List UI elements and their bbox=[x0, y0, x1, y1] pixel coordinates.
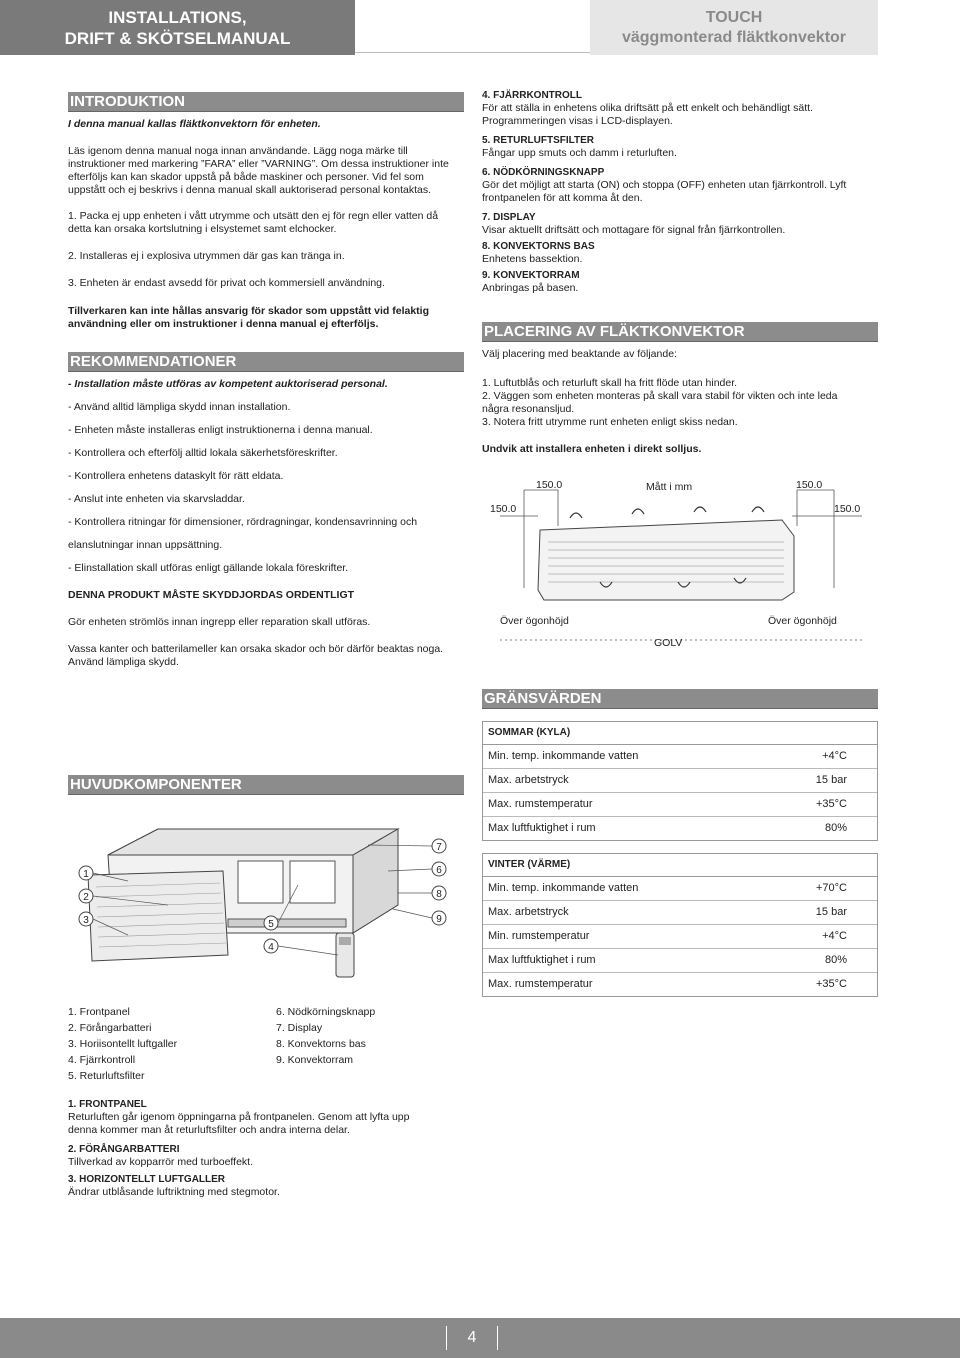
section-title-gransvarden: GRÄNSVÄRDEN bbox=[482, 689, 878, 709]
dim-top-right: 150.0 bbox=[796, 479, 823, 491]
ground-title: DENNA PRODUKT MÅSTE SKYDDJORDAS ORDENTLIGT bbox=[68, 589, 355, 601]
page-number: 4 bbox=[446, 1318, 498, 1358]
part-6-title: 6. NÖDKÖRNINGSKNAPP bbox=[482, 167, 605, 178]
label-floor: GOLV bbox=[654, 637, 683, 649]
legend-right bbox=[276, 1004, 375, 1068]
front-panel-shape bbox=[88, 871, 228, 961]
legend-item: 2. Förångarbatteri bbox=[68, 1022, 152, 1034]
table-row bbox=[483, 793, 877, 817]
rek-first: - Installation måste utföras av kompetent auktoriserad personal. bbox=[68, 378, 388, 390]
callout-1: 1 bbox=[83, 869, 89, 880]
row-value: 15 bar bbox=[815, 906, 847, 918]
desc-3-title: 3. HORIZONTELLT LUFTGALLER bbox=[68, 1174, 226, 1185]
unit-front-shape bbox=[538, 520, 794, 600]
part-9-text: Anbringas på basen. bbox=[482, 282, 579, 294]
rek-item: - Elinstallation skall utföras enligt gällande lokala föreskrifter. bbox=[68, 562, 349, 574]
callout-6: 6 bbox=[436, 865, 442, 876]
row-value: 80% bbox=[824, 822, 847, 834]
row-value: +4°C bbox=[822, 930, 847, 942]
filter-left bbox=[238, 861, 283, 903]
filter-right bbox=[290, 861, 335, 903]
clearance-diagram bbox=[482, 470, 878, 655]
intro-item-2: 2. Installeras ej i explosiva utrymmen där gas kan tränga in. bbox=[68, 250, 345, 262]
header-left bbox=[0, 0, 355, 55]
part-7-text: Visar aktuellt driftsätt och mottagare för signal från fjärrkontrollen. bbox=[482, 224, 786, 236]
unit-top bbox=[108, 829, 398, 855]
part-5-text: Fångar upp smuts och damm i returluften. bbox=[482, 147, 677, 159]
desc-2-text: Tillverkad av kopparrör med turboeffekt. bbox=[68, 1156, 254, 1168]
legend-item: 8. Konvektorns bas bbox=[276, 1038, 366, 1050]
callout-2: 2 bbox=[83, 892, 89, 903]
intro-item-1: 1. Packa ej upp enheten i vått utrymme och utsätt den ej för regn eller vatten då detta kan orsaka kortslutning i elsystemet samt elchocker. bbox=[68, 210, 439, 235]
remote-shape bbox=[336, 933, 354, 977]
desc-2-title: 2. FÖRÅNGARBATTERI bbox=[68, 1144, 180, 1155]
callout-4: 4 bbox=[268, 942, 274, 953]
row-label: Min. temp. inkommande vatten bbox=[488, 882, 639, 894]
callout-9: 9 bbox=[436, 914, 442, 925]
part-8-title: 8. KONVEKTORNS BAS bbox=[482, 241, 595, 252]
part-4-text: För att ställa in enhetens olika driftsätt på ett enkelt och behändligt sätt. Programmeringen visas i LCD-displayen. bbox=[482, 102, 813, 127]
part-7-title: 7. DISPLAY bbox=[482, 212, 536, 223]
part-4-title: 4. FJÄRRKONTROLL bbox=[482, 90, 582, 101]
legend-left bbox=[68, 1004, 177, 1084]
part-8-text: Enhetens bassektion. bbox=[482, 253, 583, 265]
placering-intro: Välj placering med beaktande av följande: bbox=[482, 348, 677, 360]
placering-item: 1. Luftutblås och returluft skall ha fritt flöde utan hinder. bbox=[482, 377, 738, 389]
desc-1-text: Returluften går igenom öppningarna på frontpanelen. Genom att lyfta upp denna kommer man åt returluftsfilter och andra interna delar. bbox=[68, 1111, 410, 1136]
part-9-title: 9. KONVEKTORRAM bbox=[482, 270, 580, 281]
callout-8: 8 bbox=[436, 889, 442, 900]
placering-warning: Undvik att installera enheten i direkt solljus. bbox=[482, 443, 702, 455]
dim-label-mm: Mått i mm bbox=[646, 481, 693, 493]
rek-item: elanslutningar innan uppsättning. bbox=[68, 539, 223, 551]
legend-item: 7. Display bbox=[276, 1022, 323, 1034]
winter-title: VINTER (VÄRME) bbox=[483, 854, 877, 877]
row-value: +70°C bbox=[815, 882, 847, 894]
legend-item: 1. Frontpanel bbox=[68, 1006, 130, 1018]
row-label: Min. temp. inkommande vatten bbox=[488, 750, 639, 762]
table-row bbox=[483, 973, 877, 996]
product-name: TOUCH bbox=[705, 9, 763, 26]
table-row bbox=[483, 745, 877, 769]
row-label: Max. rumstemperatur bbox=[488, 978, 593, 990]
components-illustration bbox=[68, 815, 464, 995]
document-title-line1: INSTALLATIONS, bbox=[108, 8, 247, 27]
rek-item: - Kontrollera ritningar för dimensioner, rördragningar, kondensavrinning och bbox=[68, 516, 418, 528]
rek-item: - Anslut inte enheten via skarvsladdar. bbox=[68, 493, 245, 505]
edges-text: Vassa kanter och batterilameller kan orsaka skador och bör därför beaktas noga. Använd lämpliga skydd. bbox=[68, 643, 444, 668]
winter-table bbox=[482, 853, 878, 997]
desc-1-title: 1. FRONTPANEL bbox=[68, 1099, 147, 1110]
legend-item: 6. Nödkörningsknapp bbox=[276, 1006, 376, 1018]
rek-item: - Kontrollera enhetens dataskylt för rätt eldata. bbox=[68, 470, 284, 482]
label-eye-height-right: Över ögonhöjd bbox=[768, 615, 837, 627]
document-title-line2: DRIFT & SKÖTSELMANUAL bbox=[64, 29, 291, 48]
component-descriptions bbox=[68, 1098, 428, 1209]
row-value: 80% bbox=[824, 954, 847, 966]
intro-subtitle: I denna manual kallas fläktkonvektorn för enheten. bbox=[68, 118, 321, 130]
table-row bbox=[483, 817, 877, 840]
grans-section bbox=[482, 689, 878, 1009]
rek-list bbox=[68, 401, 464, 589]
dim-side-left: 150.0 bbox=[490, 503, 517, 515]
intro-paragraph: Läs igenom denna manual noga innan användande. Lägg noga märke till instruktioner med markering ”FARA” eller ”VARNING”. Om dessa instruktioner inte efterföljs kan kan skador uppstå på både maskiner och personer. Vid fel som uppstått och ej beskrivs i denna manual skall auktoriserad personal kontaktas. bbox=[68, 145, 449, 196]
right-column bbox=[482, 89, 878, 295]
section-title-huvudkomponenter: HUVUDKOMPONENTER bbox=[68, 775, 464, 795]
placering-section bbox=[482, 322, 878, 456]
row-label: Max. rumstemperatur bbox=[488, 798, 593, 810]
table-row bbox=[483, 925, 877, 949]
placering-item: 2. Väggen som enheten monteras på skall vara stabil för vikten och inte leda några resonansljud. bbox=[482, 390, 838, 415]
header-divider bbox=[355, 52, 590, 53]
desc-3-text: Ändrar utblåsande luftriktning med stegmotor. bbox=[68, 1186, 280, 1198]
louver-shape bbox=[228, 919, 346, 927]
ground-text: Gör enheten strömlös innan ingrepp eller reparation skall utföras. bbox=[68, 616, 371, 628]
part-6-text: Gör det möjligt att starta (ON) och stoppa (OFF) enheten utan fjärrkontroll. Lyft frontpanelen för att komma åt den. bbox=[482, 179, 847, 204]
huvud-section bbox=[68, 775, 464, 801]
table-row bbox=[483, 949, 877, 973]
row-label: Max. arbetstryck bbox=[488, 774, 569, 786]
callout-7: 7 bbox=[436, 842, 442, 853]
section-title-rekommendationer: REKOMMENDATIONER bbox=[68, 352, 464, 372]
row-label: Max luftfuktighet i rum bbox=[488, 954, 596, 966]
legend-item: 5. Returluftsfilter bbox=[68, 1070, 145, 1082]
callout-3: 3 bbox=[83, 915, 89, 926]
label-eye-height-left: Över ögonhöjd bbox=[500, 615, 569, 627]
intro-item-3: 3. Enheten är endast avsedd för privat och kommersiell användning. bbox=[68, 277, 385, 289]
section-title-placering: PLACERING AV FLÄKTKONVEKTOR bbox=[482, 322, 878, 342]
row-value: 15 bar bbox=[815, 774, 847, 786]
section-title-introduktion: INTRODUKTION bbox=[68, 92, 464, 112]
legend-item: 3. Horiisontellt luftgaller bbox=[68, 1038, 178, 1050]
header-right bbox=[590, 0, 878, 55]
table-row bbox=[483, 877, 877, 901]
part-5-title: 5. RETURLUFTSFILTER bbox=[482, 135, 595, 146]
placering-item: 3. Notera fritt utrymme runt enheten enligt skiss nedan. bbox=[482, 416, 738, 428]
rek-item: - Enheten måste installeras enligt instruktionerna i denna manual. bbox=[68, 424, 373, 436]
row-label: Max. arbetstryck bbox=[488, 906, 569, 918]
row-label: Min. rumstemperatur bbox=[488, 930, 590, 942]
left-column bbox=[68, 92, 464, 679]
row-value: +35°C bbox=[815, 798, 847, 810]
row-label: Max luftfuktighet i rum bbox=[488, 822, 596, 834]
rek-item: - Använd alltid lämpliga skydd innan installation. bbox=[68, 401, 291, 413]
product-type: väggmonterad fläktkonvektor bbox=[621, 29, 847, 46]
rek-item: - Kontrollera och efterfölj alltid lokala säkerhetsföreskrifter. bbox=[68, 447, 338, 459]
row-value: +4°C bbox=[822, 750, 847, 762]
summer-table bbox=[482, 721, 878, 841]
intro-disclaimer: Tillverkaren kan inte hållas ansvarig för skador som uppstått vid felaktig användning eller om instruktioner i denna manual ej efterföljs. bbox=[68, 305, 430, 330]
dim-side-right: 150.0 bbox=[834, 503, 861, 515]
summer-title: SOMMAR (KYLA) bbox=[483, 722, 877, 745]
legend-item: 4. Fjärrkontroll bbox=[68, 1054, 136, 1066]
table-row bbox=[483, 769, 877, 793]
table-row bbox=[483, 901, 877, 925]
footer bbox=[0, 1318, 960, 1358]
row-value: +35°C bbox=[815, 978, 847, 990]
callout-5: 5 bbox=[268, 919, 274, 930]
legend-item: 9. Konvektorram bbox=[276, 1054, 354, 1066]
dim-top-left: 150.0 bbox=[536, 479, 563, 491]
